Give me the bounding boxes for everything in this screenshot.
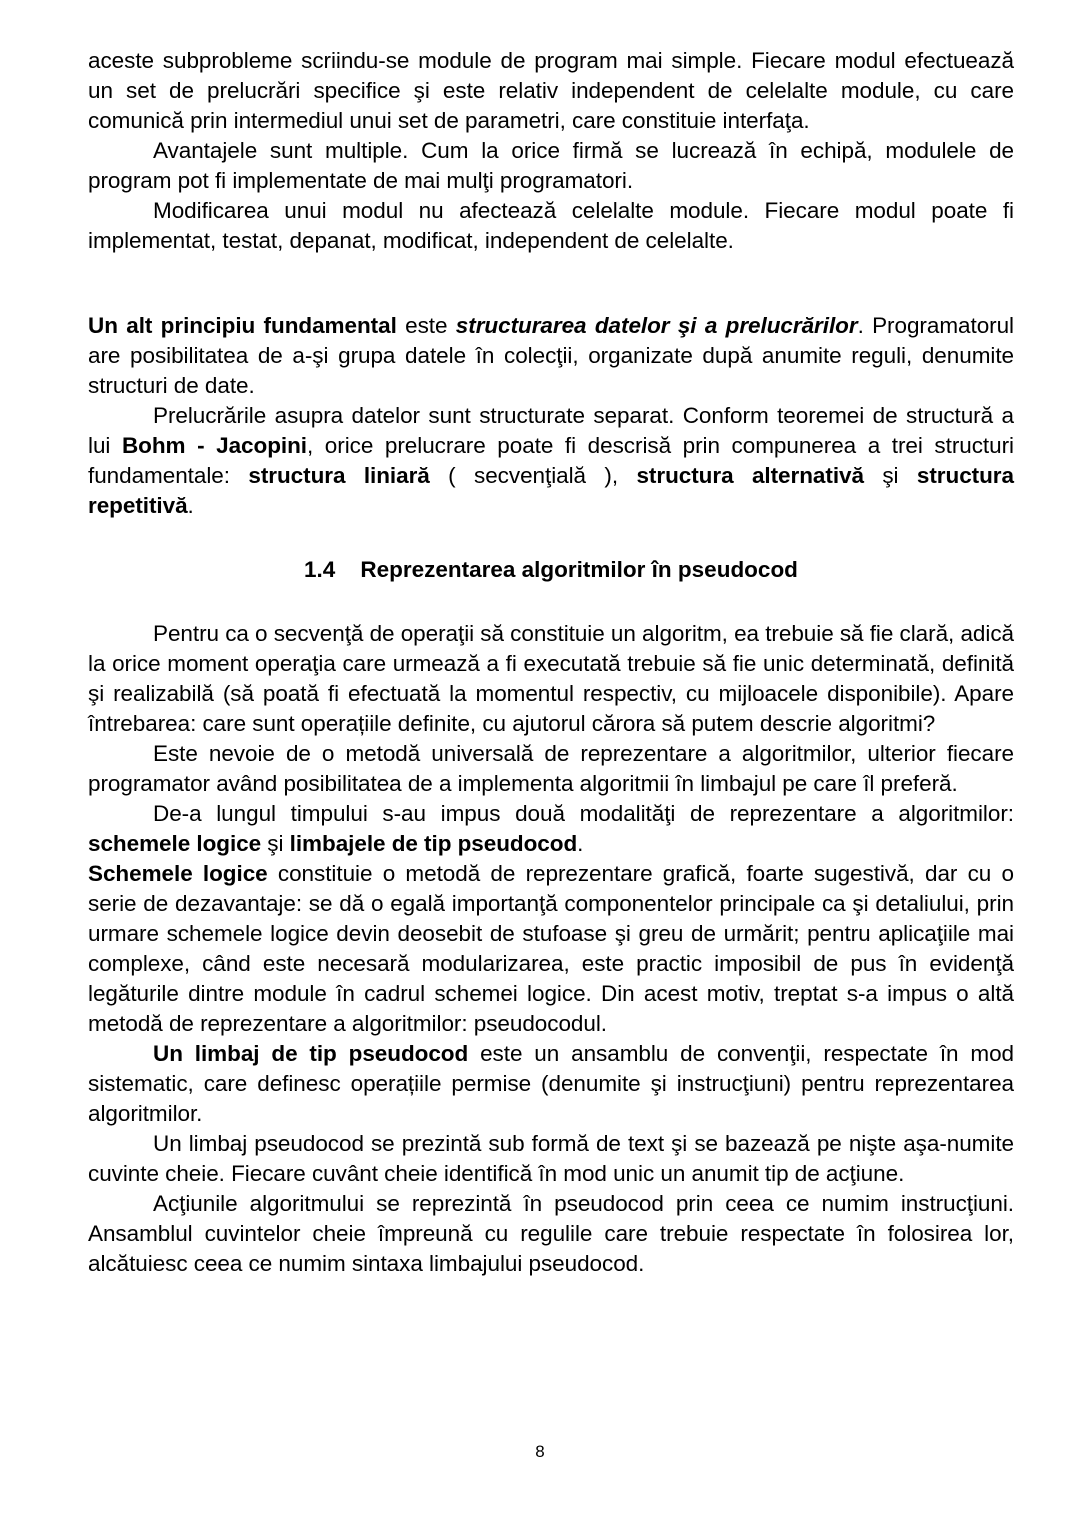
bold-run-un-limbaj-tip-pseudocod: Un limbaj de tip pseudocod bbox=[153, 1041, 469, 1066]
text-run: este bbox=[396, 313, 456, 338]
page-number: 8 bbox=[535, 1442, 545, 1461]
paragraph-continuation: aceste subprobleme scriindu-se module de program mai simple. Fiecare modul efectuează un set de prelucrări specifice şi este relativ independent de celelalte module, cu care comunică prin intermediul unui set de parametri, care constituie interfaţa. bbox=[88, 48, 1014, 133]
paragraph-de-a-lungul bbox=[88, 799, 1014, 859]
text-run: ( secvenţială ), bbox=[429, 463, 637, 488]
bold-run-bohm-jacopini: Bohm - Jacopini bbox=[121, 433, 307, 458]
bold-run-limbajele-pseudocod: limbajele de tip pseudocod bbox=[289, 831, 578, 856]
section-heading-separator bbox=[335, 555, 360, 585]
paragraph-un-limbaj-de-tip-pseudocod bbox=[88, 1039, 1014, 1129]
section-heading-number: 1.4 bbox=[304, 557, 336, 582]
section-heading-title: Reprezentarea algoritmilor în pseudocod bbox=[360, 557, 798, 582]
text-run: şi bbox=[261, 831, 290, 856]
bold-run-schemele-logice-lead: Schemele logice bbox=[88, 861, 268, 886]
bold-run-structura-alternativa: structura alternativă bbox=[636, 463, 864, 488]
paragraph-schemele-logice bbox=[88, 859, 1014, 1039]
text-run: . Programatorul are posibilitatea de a-şi grupa datele în colecţii, organizate după anumite reguli, denumite structuri de date. bbox=[88, 313, 1015, 398]
paragraph-principiu-fundamental bbox=[88, 311, 1014, 401]
paragraph-spacer bbox=[88, 256, 1014, 311]
bold-italic-run-structurarea: structurarea datelor şi a prelucrărilor bbox=[455, 313, 858, 338]
text-run: . bbox=[187, 493, 194, 518]
text-run: constituie o metodă de reprezentare grafică, foarte sugestivă, dar cu o serie de dezavantaje: se dă o egală importanţă componentelor principale ca şi detaliului, prin urmare schemele logice devin deosebit de stufoase şi greu de urmărit; pentru aplicaţiile mai complexe, când este necesară modularizarea, este practic imposibil de pus în evidenţă legăturile dintre module în cadrul schemei logice. Din acest motiv, treptat s-a impus o altă metodă de reprezentare a algoritmilor: pseudocodul. bbox=[88, 861, 1014, 1036]
bold-run-principiu: Un alt principiu fundamental bbox=[88, 313, 397, 338]
text-run: De-a lungul timpului s-au impus două modalităţi de reprezentare a algoritmilor: bbox=[153, 801, 1014, 826]
text-run: , orice prelucrare poate fi descrisă prin compunerea a trei structuri fundamentale: bbox=[88, 433, 1014, 488]
text-run: Prelucrările asupra datelor sunt structurate separat. Conform teoremei de structură a lui bbox=[88, 403, 1014, 458]
paragraph-modificarea: Modificarea unui modul nu afectează celelalte module. Fiecare modul poate fi implementat, testat, depanat, modificat, independent de celelalte. bbox=[88, 198, 1014, 253]
text-run: şi bbox=[863, 463, 917, 488]
bold-run-schemele-logice: schemele logice bbox=[88, 831, 262, 856]
paragraph-avantajele: Avantajele sunt multiple. Cum la orice firmă se lucrează în echipă, modulele de program pot fi implementate de mai mulţi programatori. bbox=[88, 138, 1014, 193]
bold-run-structura-liniara: structura liniară bbox=[248, 463, 430, 488]
text-run: . bbox=[577, 831, 584, 856]
page-content bbox=[88, 46, 1014, 1279]
paragraph-actiunile: Acţiunile algoritmului se reprezintă în pseudocod prin ceea ce numim instrucţiuni. Ansamblul cuvintelor cheie împreună cu regulile care trebuie respectate în folosirea lor, alcătuiesc ceea ce numim sintaxa limbajului pseudocod. bbox=[88, 1191, 1014, 1276]
bold-run-structura-repetitiva: structura repetitivă bbox=[88, 463, 1014, 518]
paragraph-este-nevoie: Este nevoie de o metodă universală de reprezentare a algoritmilor, ulterior fiecare programator având posibilitatea de a implementa algoritmii în limbajul pe care îl preferă. bbox=[88, 741, 1014, 796]
paragraph-prelucrarile bbox=[88, 401, 1014, 521]
section-heading bbox=[88, 555, 1014, 585]
paragraph-pentru-ca: Pentru ca o secvenţă de operaţii să constituie un algoritm, ea trebuie să fie clară, adică la orice moment operaţia care urmează a fi executată trebuie să fie unic determinată, definită şi realizabilă (să poată fi efectuată la momentul respectiv, cu mijloacele disponibile). Apare întrebarea: care sunt operațiile definite, cu ajutorul cărora să putem descrie algoritmi? bbox=[88, 621, 1014, 736]
paragraph-un-limbaj-pseudocod: Un limbaj pseudocod se prezintă sub formă de text şi se bazează pe nişte aşa-numite cuvinte cheie. Fiecare cuvânt cheie identifică în mod unic un anumit tip de acţiune. bbox=[88, 1131, 1014, 1186]
text-run: este un ansamblu de convenţii, respectate în mod sistematic, care definesc operațiile permise (denumite şi instrucţiuni) pentru reprezentarea algoritmilor. bbox=[88, 1041, 1015, 1126]
